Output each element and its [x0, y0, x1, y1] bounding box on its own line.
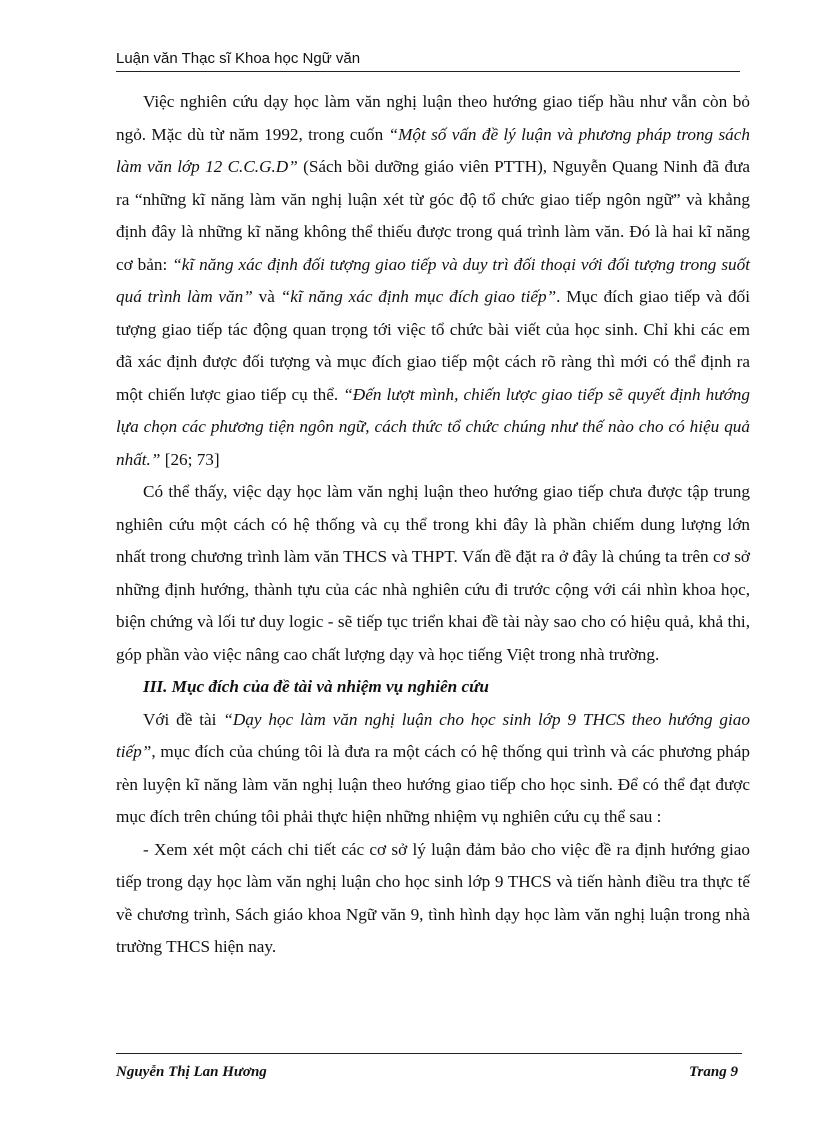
paragraph-3 — [116, 704, 750, 834]
document-body — [116, 86, 750, 964]
footer-divider — [116, 1053, 742, 1054]
footer-page-number: Trang 9 — [688, 1064, 738, 1080]
p1-text-a: Việc nghiên cứu dạy học làm văn nghị luận theo hướng giao tiếp hầu như vẫn còn bỏ ngỏ. Mặc dù từ năm 1992, trong cuốn — [116, 92, 750, 144]
p1-text-g: . Mục đích giao tiếp và đối tượng giao tiếp tác động quan trọng tới việc tổ chức bài viết của học sinh. Chỉ khi các em đã xác định được đối tượng và mục đích giao tiếp một cách rõ ràng thì mới có thể định ra một chiến lược giao tiếp cụ thể. — [116, 287, 750, 404]
header-title: Luận văn Thạc sĩ Khoa học Ngữ văn — [116, 50, 361, 67]
page-header — [116, 50, 740, 72]
paragraph-2: Có thể thấy, việc dạy học làm văn nghị luận theo hướng giao tiếp chưa được tập trung nghiên cứu một cách có hệ thống và cụ thể trong khi đây là phần chiếm dung lượng lớn nhất trong chương trình làm văn THCS và THPT. Vấn đề đặt ra ở đây là chúng ta trên cơ sở những định hướng, thành tựu của các nhà nghiên cứu đi trước cộng với cái nhìn khoa học, biện chứng và lối tư duy logic - sẽ tiếp tục triển khai đề tài này sao cho có hiệu quả, khả thi, góp phần vào việc nâng cao chất lượng dạy và học tiếng Việt trong nhà trường. — [116, 482, 750, 664]
section-heading: III. Mục đích của đề tài và nhiệm vụ nghiên cứu — [143, 677, 489, 696]
footer-author: Nguyễn Thị Lan Hương — [116, 1064, 267, 1080]
p3-thesis-title: “Dạy học làm văn nghị luận cho học sinh lớp 9 THCS theo hướng giao tiếp” — [116, 709, 750, 761]
p1-book-title: “Một số vấn đề lý luận và phương pháp trong sách làm văn lớp 12 C.C.G.D” — [116, 124, 750, 176]
p1-text-c: (Sách bồi dưỡng giáo viên PTTH), Nguyễn Quang Ninh đã đưa ra “những kĩ năng làm văn nghị luận xét từ góc độ tổ chức giao tiếp ngôn ngữ” và khẳng định đây là những kĩ năng không thể thiếu được trong quá trình làm văn. Đó là hai kĩ năng cơ bản: — [116, 157, 751, 274]
p1-quote-skill-2: “kĩ năng xác định mục đích giao tiếp” — [280, 287, 557, 306]
p1-text-e: và — [252, 287, 281, 306]
p3-text-a: Với đề tài — [143, 709, 224, 729]
p1-quote-strategy: “Đến lượt mình, chiến lược giao tiếp sẽ quyết định hướng lựa chọn các phương tiện ngôn ngữ, cách thức tổ chức chúng như thế nào cho có hiệu quả nhất.” — [116, 384, 750, 469]
p3-text-c: , mục đích của chúng tôi là đưa ra một cách có hệ thống qui trình và các phương pháp rèn luyện kĩ năng làm văn nghị luận theo hướng giao tiếp cho học sinh. Để có thể đạt được mục đích trên chúng tôi phải thực hiện những nhiệm vụ nghiên cứu cụ thể sau : — [116, 742, 750, 826]
paragraph-4: - Xem xét một cách chi tiết các cơ sở lý luận đảm bảo cho việc đề ra định hướng giao tiếp trong dạy học làm văn nghị luận cho học sinh lớp 9 THCS và tiến hành điều tra thực tế về chương trình, Sách giáo khoa Ngữ văn 9, tình hình dạy học làm văn nghị luận trong nhà trường THCS hiện nay. — [116, 839, 750, 956]
paragraph-1 — [116, 86, 750, 476]
p1-citation: [26; 73] — [160, 449, 220, 469]
p1-quote-skill-1: “kĩ năng xác định đối tượng giao tiếp và duy trì đối thoại với đối tượng trong suốt quá trình làm văn” — [116, 254, 750, 306]
